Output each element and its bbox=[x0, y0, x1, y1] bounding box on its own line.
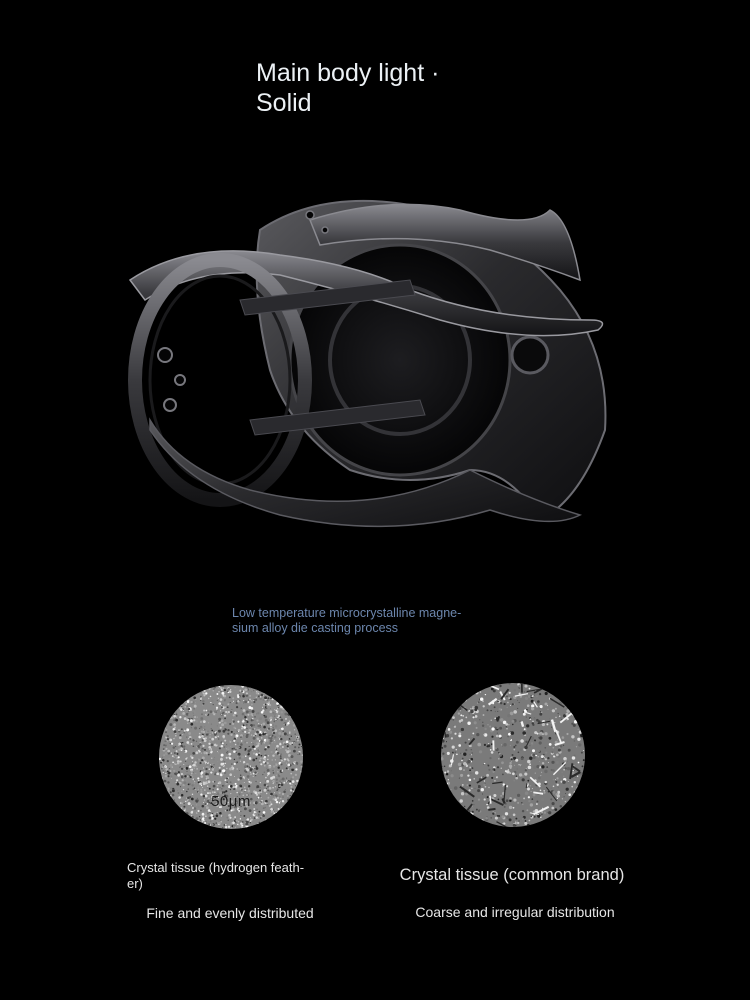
left-tissue-title-line-2: er) bbox=[127, 876, 143, 891]
scale-label: 50μm bbox=[211, 793, 251, 810]
headline bbox=[256, 58, 496, 118]
headline-line-1: Main body light · bbox=[256, 59, 440, 87]
reel-body-frame-icon bbox=[110, 170, 630, 550]
process-caption bbox=[232, 606, 532, 636]
right-tissue-title: Crystal tissue (common brand) bbox=[399, 866, 625, 884]
reel-body-render bbox=[110, 170, 630, 550]
fine-microstructure-image bbox=[159, 685, 303, 829]
coarse-microstructure-image bbox=[441, 683, 585, 827]
right-tissue-description: Coarse and irregular distribution bbox=[415, 904, 615, 920]
headline-line-2: Solid bbox=[256, 89, 312, 117]
left-tissue-description: Fine and evenly distributed bbox=[146, 905, 314, 921]
process-caption-line-2: sium alloy die casting process bbox=[232, 621, 399, 635]
process-caption-line-1: Low temperature microcrystalline magne- bbox=[232, 606, 462, 620]
coarse-grain-texture-icon bbox=[441, 683, 585, 827]
left-tissue-title-line-1: Crystal tissue (hydrogen feath- bbox=[127, 860, 305, 875]
left-tissue-title bbox=[127, 860, 337, 892]
